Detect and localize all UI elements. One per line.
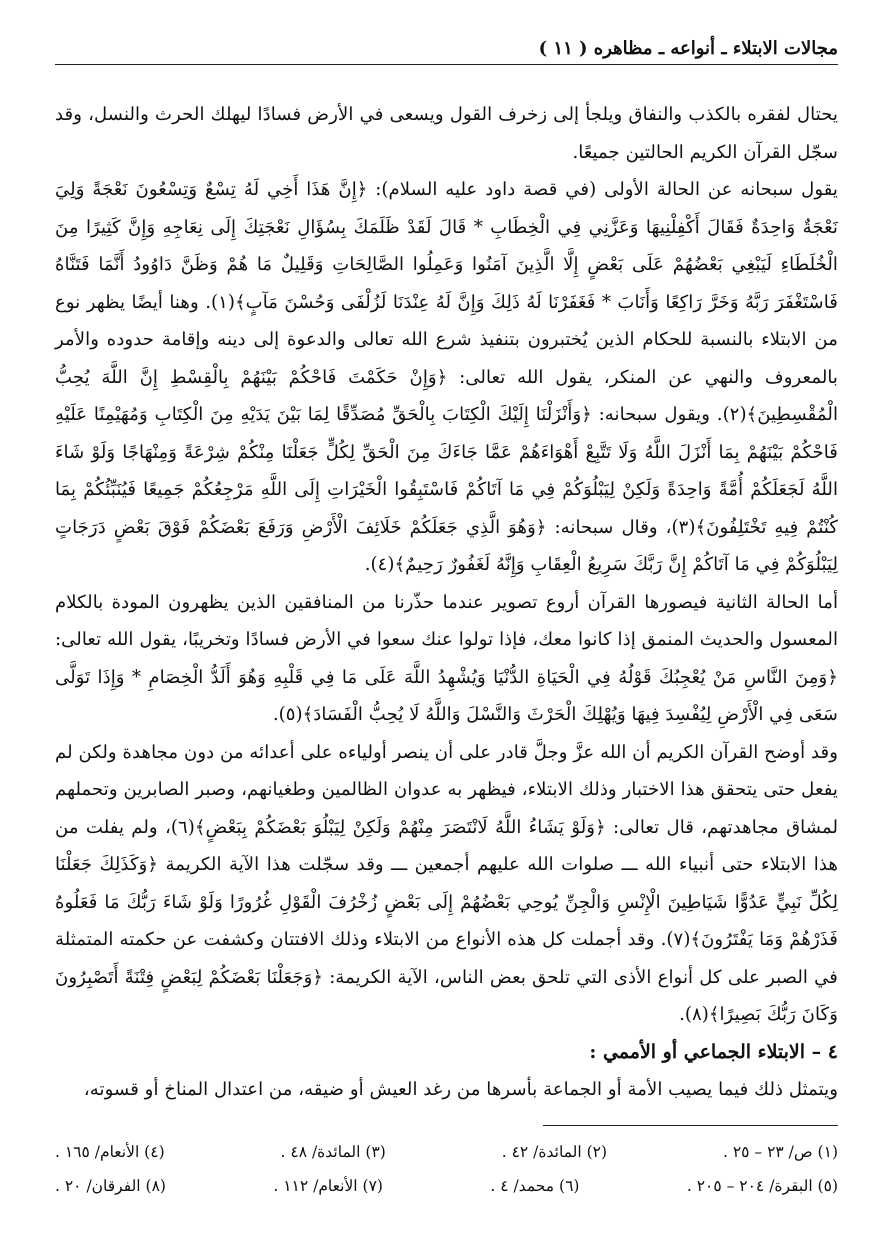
footnote-1: (١) ص/ ٢٣ – ٢٥ .	[722, 1143, 838, 1161]
footnote-4: (٤) الأنعام/ ١٦٥ .	[55, 1143, 165, 1161]
section-heading: ٤ – الابتلاء الجماعي أو الأممي :	[589, 1040, 838, 1063]
paragraph-explanation: وقد أوضح القرآن الكريم أن الله عزَّ وجلَّ قادر على أن ينصر أولياءه على أعدائه من دون مجاهدة ولكن لم يفعل حتى يتحقق هذا الاختبار وذلك الابتلاء، فيظهر به عدوان الظالمين وطغيانهم، وصبر الصابرين وتحملهم لمشاق مجاهدتهم، قال تعالى: ﴿وَلَوْ يَشَاءُ اللَّهُ لَانْتَصَرَ مِنْهُمْ وَلَكِنْ لِيَبْلُوَ بَعْضَكُمْ بِبَعْضٍ﴾(٦)، ولم يفلت من هذا الابتلاء حتى أنبياء الله ـــ صلوات الله عليهم أجمعين ـــ وقد سجّلت هذا الآية الكريمة ﴿وَكَذَلِكَ جَعَلْنَا لِكُلِّ نَبِيٍّ عَدُوًّا شَيَاطِينَ الْإِنْسِ وَالْجِنِّ يُوحِي بَعْضُهُمْ إِلَى بَعْضٍ زُخْرُفَ الْقَوْلِ غُرُورًا وَلَوْ شَاءَ رَبُّكَ مَا فَعَلُوهُ فَذَرْهُمْ وَمَا يَفْتَرُونَ﴾(٧). وقد أجملت كل هذه الأنواع من الابتلاء وذلك الافتتان وكشفت عن حكمته المتمثلة في الصبر على كل أنواع الأذى التي تلحق بعض الناس، الآية الكريمة: ﴿وَجَعَلْنَا بَعْضَكُمْ لِبَعْضٍ فِتْنَةً أَتَصْبِرُونَ وَكَانَ رَبُّكَ بَصِيرًا﴾(٨).	[55, 741, 839, 1025]
paragraph-collective: ويتمثل ذلك فيما يصيب الأمة أو الجماعة بأسرها من رغد العيش أو ضيقه، من اعتدال المناخ أو قسوته،	[83, 1079, 838, 1100]
body-text	[55, 96, 838, 1109]
footnote-6: (٦) محمد/ ٤ .	[490, 1177, 580, 1195]
footnote-2: (٢) المائدة/ ٤٢ .	[501, 1143, 608, 1161]
footnotes	[55, 1135, 838, 1203]
footnote-row	[55, 1169, 838, 1203]
paragraph-first-case: يقول سبحانه عن الحالة الأولى (في قصة داود عليه السلام): ﴿إِنَّ هَذَا أَخِي لَهُ تِسْعٌ وَتِسْعُونَ نَعْجَةً وَلِيَ نَعْجَةٌ وَاحِدَةٌ فَقَالَ أَكْفِلْنِيهَا وَعَزَّنِي فِي الْخِطَابِ * قَالَ لَقَدْ ظَلَمَكَ بِسُؤَالِ نَعْجَتِكَ إِلَى نِعَاجِهِ وَإِنَّ كَثِيرًا مِنَ الْخُلَطَاءِ لَيَبْغِي بَعْضُهُمْ عَلَى بَعْضٍ إِلَّا الَّذِينَ آمَنُوا وَعَمِلُوا الصَّالِحَاتِ وَقَلِيلٌ مَا هُمْ وَظَنَّ دَاوُودُ أَنَّمَا فَتَنَّاهُ فَاسْتَغْفَرَ رَبَّهُ وَخَرَّ رَاكِعًا وَأَنَابَ * فَغَفَرْنَا لَهُ ذَلِكَ وَإِنَّ لَهُ عِنْدَنَا لَزُلْفَى وَحُسْنَ مَآبٍ﴾(١). وهنا أيضًا يظهر نوع من الابتلاء بالنسبة للحكام الذين يُختبرون بتنفيذ شرع الله تعالى والدعوة إلى دينه وإقامة حدوده والأمر بالمعروف والنهي عن المنكر، يقول الله تعالى: ﴿وَإِنْ حَكَمْتَ فَاحْكُمْ بَيْنَهُمْ بِالْقِسْطِ إِنَّ اللَّهَ يُحِبُّ الْمُقْسِطِينَ﴾(٢). ويقول سبحانه: ﴿وَأَنْزَلْنَا إِلَيْكَ الْكِتَابَ بِالْحَقِّ مُصَدِّقًا لِمَا بَيْنَ يَدَيْهِ مِنَ الْكِتَابِ وَمُهَيْمِنًا عَلَيْهِ فَاحْكُمْ بَيْنَهُمْ بِمَا أَنْزَلَ اللَّهُ وَلَا تَتَّبِعْ أَهْوَاءَهُمْ عَمَّا جَاءَكَ مِنَ الْحَقِّ لِكُلٍّ جَعَلْنَا مِنْكُمْ شِرْعَةً وَمِنْهَاجًا وَلَوْ شَاءَ اللَّهُ لَجَعَلَكُمْ أُمَّةً وَاحِدَةً وَلَكِنْ لِيَبْلُوَكُمْ فِي مَا آتَاكُمْ فَاسْتَبِقُوا الْخَيْرَاتِ إِلَى اللَّهِ مَرْجِعُكُمْ جَمِيعًا فَيُنَبِّئُكُمْ بِمَا كُنْتُمْ فِيهِ تَخْتَلِفُونَ﴾(٣)، وقال سبحانه: ﴿وَهُوَ الَّذِي جَعَلَكُمْ خَلَائِفَ الْأَرْضِ وَرَفَعَ بَعْضَكُمْ فَوْقَ بَعْضٍ دَرَجَاتٍ لِيَبْلُوَكُمْ فِي مَا آتَاكُمْ إِنَّ رَبَّكَ سَرِيعُ الْعِقَابِ وَإِنَّهُ لَغَفُورٌ رَحِيمٌ﴾(٤).	[55, 179, 839, 575]
footnote-5: (٥) البقرة/ ٢٠٤ – ٢٠٥ .	[686, 1177, 838, 1195]
footnote-3: (٣) المائدة/ ٤٨ .	[280, 1143, 386, 1161]
footnote-divider	[543, 1125, 838, 1126]
footnote-8: (٨) الفرقان/ ٢٠ .	[55, 1177, 166, 1195]
running-header	[55, 30, 838, 65]
footnote-row	[55, 1135, 838, 1169]
header-title: مجالات الابتلاء ـ أنواعه ـ مظاهره ( ١١ )	[538, 38, 838, 59]
paragraph-second-case: أما الحالة الثانية فيصورها القرآن أروع تصوير عندما حذّرنا من المنافقين الذين يظهرون المودة بالكلام المعسول والحديث المنمق إذا كانوا معك، فإذا تولوا عنك سعوا في الأرض فسادًا وتخريبًا، يقول الله تعالى: ﴿وَمِنَ النَّاسِ مَنْ يُعْجِبُكَ قَوْلُهُ فِي الْحَيَاةِ الدُّنْيَا وَيُشْهِدُ اللَّهَ عَلَى مَا فِي قَلْبِهِ وَهُوَ أَلَدُّ الْخِصَامِ * وَإِذَا تَوَلَّى سَعَى فِي الْأَرْضِ لِيُفْسِدَ فِيهَا وَيُهْلِكَ الْحَرْثَ وَالنَّسْلَ وَاللَّهُ لَا يُحِبُّ الْفَسَادَ﴾(٥).	[55, 591, 838, 725]
paragraph-intro: يحتال لفقره بالكذب والنفاق ويلجأ إلى زخرف القول ويسعى في الأرض فسادًا ليهلك الحرث والنسل، وقد سجّل القرآن الكريم الحالتين جميعًا.	[55, 104, 838, 163]
footnote-7: (٧) الأنعام/ ١١٢ .	[273, 1177, 383, 1195]
